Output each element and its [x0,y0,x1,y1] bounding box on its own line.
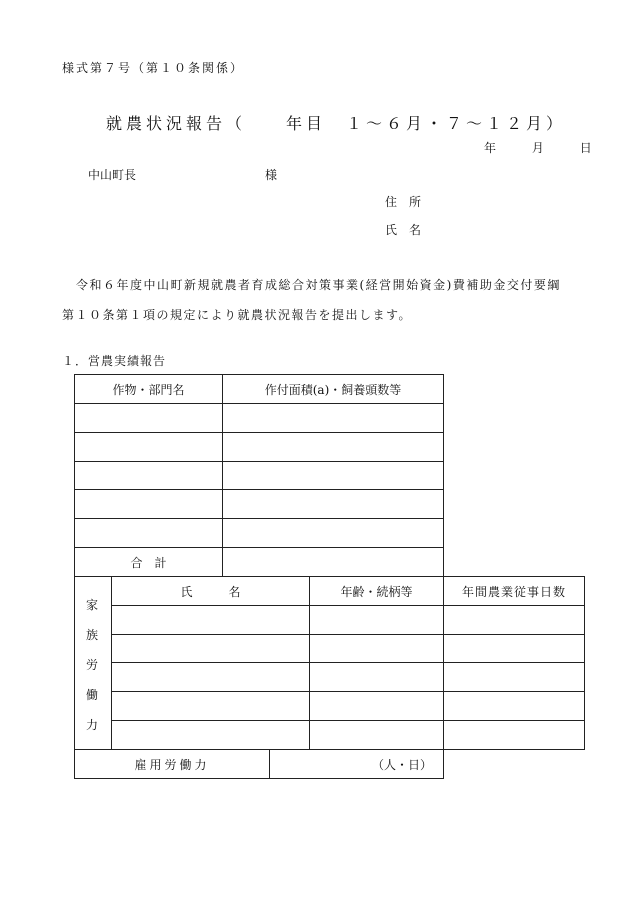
date-month: 月 [531,141,544,155]
family-labor-char: 労 [85,658,98,672]
family-labor-char: 働 [85,688,98,702]
body-text [62,270,561,330]
page-title: 就農状況報告（ 年目 １～６月・７～１２月） [106,114,567,133]
addressee: 中山町長 [88,168,137,182]
body-line-2: 第１０条第１項の規定により就農状況報告を提出します。 [62,308,413,322]
table1-total-label: 合 計 [130,555,167,570]
hired-labor-label: 雇用労働力 [134,757,210,772]
table2-header-days: 年間農業従事日数 [461,584,566,599]
family-labor-label [74,590,110,740]
table2-header-name: 氏 名 [180,584,241,599]
family-labor-char: 族 [85,628,98,642]
date-day: 日 [579,141,592,155]
hired-labor-unit: （人・日） [371,757,432,772]
section-heading: １．営農実績報告 [62,354,167,368]
address-label: 住所 [385,195,434,209]
family-labor-char: 力 [85,718,98,732]
family-labor-char: 家 [85,598,98,612]
table1-header-area: 作付面積(a)・飼養頭数等 [264,382,402,397]
date-line [484,139,592,156]
table1-header-crop: 作物・部門名 [112,382,185,397]
form-number: 様式第７号（第１０条関係） [62,61,245,75]
honorific: 様 [265,168,278,182]
date-year: 年 [484,141,497,155]
body-line-1: 令和６年度中山町新規就農者育成総合対策事業(経営開始資金)費補助金交付要綱 [76,278,561,292]
name-label: 氏名 [385,223,434,237]
table2-header-age: 年齢・続柄等 [340,584,413,599]
